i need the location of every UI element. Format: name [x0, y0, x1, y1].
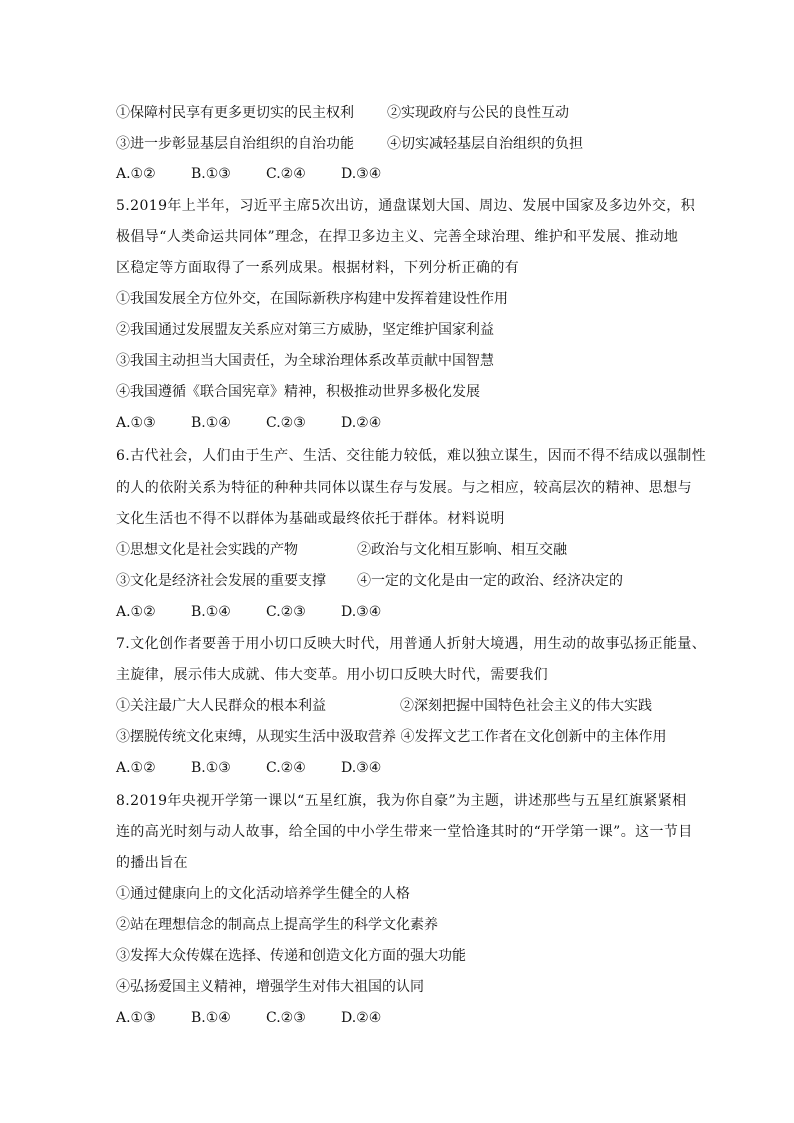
answer-d: D.②④ — [341, 1010, 382, 1026]
option-3: ③进一步彰显基层自治组织的自治功能 — [116, 136, 354, 152]
question-8-option: ②站在理想信念的制高点上提高学生的科学文化素养 — [116, 917, 438, 933]
option-1: ①思想文化是社会实践的产物 — [116, 542, 298, 558]
question-5-stem-line: 极倡导“人类命运共同体”理念，在捍卫多边主义、完善全球治理、维护和平发展、推动地 — [116, 229, 679, 245]
option-row: ③摆脱传统文化束缚，从现实生活中汲取营养 ④发挥文艺工作者在文化创新中的主体作用 — [116, 729, 667, 745]
option-2: ②深刻把握中国特色社会主义的伟大实践 — [400, 698, 652, 714]
option-4: ④一定的文化是由一定的政治、经济决定的 — [357, 573, 623, 589]
question-8-stem-line: 连的高光时刻与动人故事，给全国的中小学生带来一堂恰逢其时的“开学第一课”。这一节目 — [116, 824, 693, 840]
answer-a: A.①② — [116, 760, 156, 776]
question-7-stem-line: 7.文化创作者要善于用小切口反映大时代，用普通人折射大境遇，用生动的故事弘扬正能量、 — [116, 636, 707, 652]
answer-b: B.①④ — [191, 1010, 231, 1026]
answer-c: C.②④ — [266, 166, 306, 182]
question-5-option: ①我国发展全方位外交，在国际新秩序构建中发挥着建设性作用 — [116, 291, 508, 307]
question-6-stem-line: 6.古代社会，人们由于生产、生活、交往能力较低，难以独立谋生，因而不得不结成以强制性 — [116, 448, 707, 464]
answer-a: A.①② — [116, 604, 156, 620]
answer-a: A.①③ — [116, 1010, 156, 1026]
answer-b: B.①③ — [191, 760, 231, 776]
option-2: ②实现政府与公民的良性互动 — [387, 105, 569, 121]
question-6-stem-line: 的人的依附关系为特征的种种共同体以谋生存与发展。与之相应，较高层次的精神、思想与 — [116, 480, 692, 496]
question-6-stem-line: 文化生活也不得不以群体为基础或最终依托于群体。材料说明 — [116, 511, 505, 527]
answer-d: D.②④ — [341, 415, 382, 431]
question-8-stem-line: 8.2019年央视开学第一课以“五星红旗，我为你自豪”为主题，讲述那些与五星红旗紧紧相 — [116, 793, 687, 809]
question-5-stem-line: 5.2019年上半年，习近平主席5次出访，通盘谋划大国、周边、发展中国家及多边外交，积 — [116, 198, 696, 214]
answer-c: C.②③ — [266, 1010, 306, 1026]
question-5-option: ②我国通过发展盟友关系应对第三方威胁，坚定维护国家利益 — [116, 322, 494, 338]
question-8-option: ③发挥大众传媒在选择、传递和创造文化方面的强大功能 — [116, 948, 466, 964]
question-7-stem-line: 主旋律，展示伟大成就、伟大变革。用小切口反映大时代，需要我们 — [116, 667, 548, 683]
question-5-option: ③我国主动担当大国责任，为全球治理体系改革贡献中国智慧 — [116, 353, 494, 369]
answer-d: D.③④ — [341, 604, 382, 620]
option-3: ③文化是经济社会发展的重要支撑 — [116, 573, 326, 589]
answer-a: A.①② — [116, 166, 156, 182]
answer-b: B.①④ — [191, 604, 231, 620]
option-1: ①关注最广大人民群众的根本利益 — [116, 698, 326, 714]
answer-a: A.①③ — [116, 415, 156, 431]
option-1: ①保障村民享有更多更切实的民主权利 — [116, 105, 354, 121]
question-8-option: ④弘扬爱国主义精神，增强学生对伟大祖国的认同 — [116, 979, 424, 995]
answer-c: C.②④ — [266, 760, 306, 776]
answer-b: B.①③ — [191, 166, 231, 182]
answer-d: D.③④ — [341, 760, 382, 776]
answer-c: C.②③ — [266, 415, 306, 431]
answer-d: D.③④ — [341, 166, 382, 182]
question-5-stem-line: 区稳定等方面取得了一系列成果。根据材料，下列分析正确的有 — [116, 260, 520, 276]
question-5-option: ④我国遵循《联合国宪章》精神，积极推动世界多极化发展 — [116, 384, 480, 400]
option-2: ②政治与文化相互影响、相互交融 — [357, 542, 567, 558]
question-8-option: ①通过健康向上的文化活动培养学生健全的人格 — [116, 886, 410, 902]
option-4: ④切实减轻基层自治组织的负担 — [387, 136, 583, 152]
answer-b: B.①④ — [191, 415, 231, 431]
answer-c: C.②③ — [266, 604, 306, 620]
question-8-stem-line: 的播出旨在 — [116, 855, 188, 871]
